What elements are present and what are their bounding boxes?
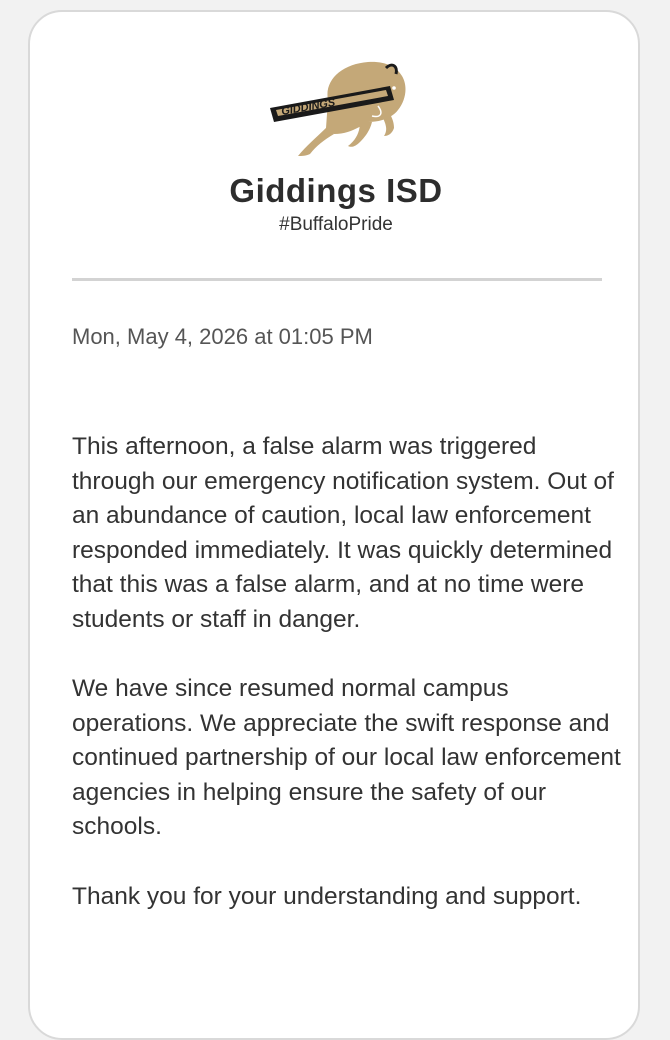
buffalo-logo-icon <box>268 54 408 162</box>
header-divider <box>72 278 602 281</box>
message-paragraph: Thank you for your understanding and support. <box>72 882 582 910</box>
org-name: Giddings ISD <box>229 172 443 209</box>
org-tagline: #BuffaloPride <box>279 214 393 235</box>
message-card <box>28 10 640 1040</box>
message-paragraph: We have since resumed normal campus operations. We appreciate the swift response and continued partnership of our local law enforcement agencies in helping ensure the safety of our schools. <box>72 675 621 840</box>
message-paragraph: This afternoon, a false alarm was triggered through our emergency notification system. Out of an abundance of caution, local law enforcement responded immediately. It was quickly determined that this was a false alarm, and at no time were students or staff in danger. <box>72 433 614 633</box>
message-body <box>72 430 622 949</box>
post-timestamp: Mon, May 4, 2026 at 01:05 PM <box>72 324 373 349</box>
logo-wordmark: GIDDINGS <box>280 96 337 118</box>
